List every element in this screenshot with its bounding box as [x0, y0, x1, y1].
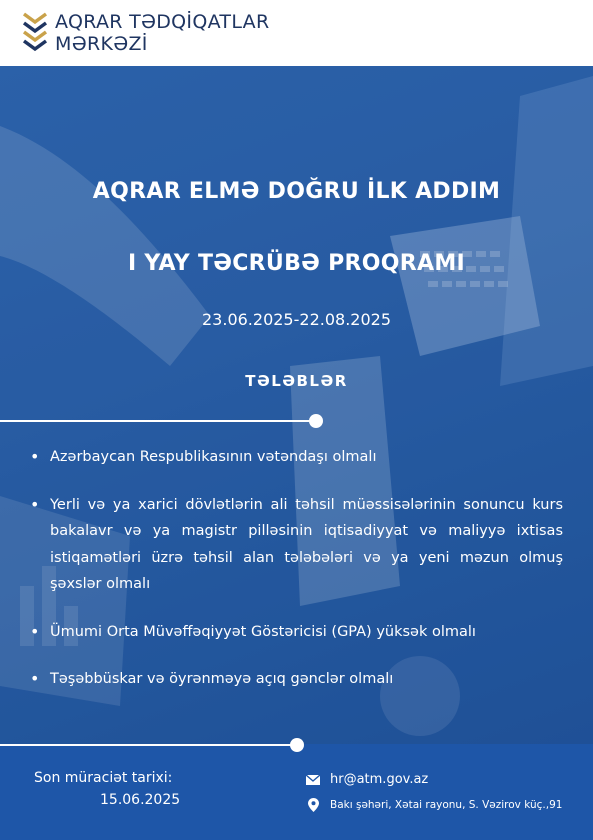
footer	[0, 744, 593, 840]
address-text: Bakı şəhəri, Xətai rayonu, S. Vəzirov küç.,91	[330, 799, 563, 811]
envelope-icon	[306, 775, 320, 785]
requirements-heading: TƏLƏBLƏR	[245, 372, 348, 390]
deadline-label: Son müraciət tarixi:	[34, 770, 173, 786]
header	[0, 0, 593, 66]
program-subtitle: I YAY TƏCRÜBƏ PROQRAMI	[127, 251, 466, 276]
requirement-item: • Yerli və ya xarici dövlətlərin ali təhsil müəssisələrinin sonuncu kurs bakalavr və ya magistr pilləsinin iqtisadiyyat və maliyyə ixtisas istiqamətləri üzrə təhsil alan tələbələri və ya yeni məzun olmuş şəxslər olmalı	[28, 492, 563, 598]
footer-divider-line	[0, 744, 298, 746]
brand-name-line2: MƏRKƏZİ	[55, 33, 148, 55]
requirement-item: • Təşəbbüskar və öyrənməyə açıq gənclər olmalı	[28, 666, 563, 693]
divider-dot	[309, 414, 323, 428]
requirement-item: • Azərbaycan Respublikasının vətəndaşı olmalı	[28, 444, 563, 471]
program-dates: 23.06.2025-22.08.2025	[202, 310, 391, 329]
footer-divider-dot	[290, 738, 304, 752]
requirements-list	[28, 444, 563, 714]
divider-line	[0, 420, 316, 422]
brand-name	[55, 11, 269, 55]
brand-name-line1: AQRAR TƏDQİQATLAR	[55, 11, 270, 33]
program-title: AQRAR ELMƏ DOĞRU İLK ADDIM	[92, 179, 501, 204]
deadline-date: 15.06.2025	[100, 792, 181, 808]
email-link[interactable]: hr@atm.gov.az	[330, 772, 429, 787]
requirement-item: • Ümumi Orta Müvəffəqiyyət Göstəricisi (GPA) yüksək olmalı	[28, 619, 563, 646]
location-pin-icon	[308, 798, 319, 812]
logo-icon	[22, 10, 48, 52]
hero-section	[0, 66, 593, 744]
